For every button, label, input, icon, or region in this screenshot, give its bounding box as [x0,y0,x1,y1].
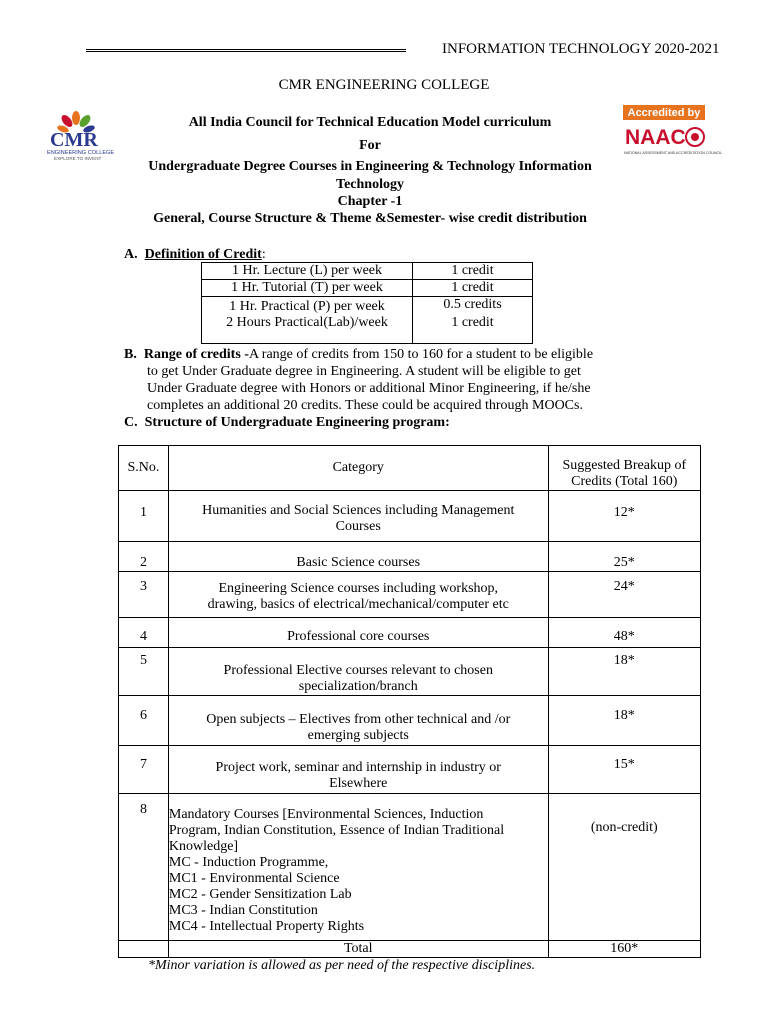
row-category [168,572,548,618]
table-total-row [119,941,701,958]
table-row [119,696,701,746]
section-b-text-line2: to get Under Graduate degree in Engineering. A student will be eligible to get [147,364,581,379]
credit-value: 0.5 credits [413,297,533,316]
total-value: 160* [548,941,700,958]
table-header-row [119,446,701,491]
credit-definition-table [201,262,533,344]
column-header-credits [548,446,700,491]
credit-value: 1 credit [413,280,533,297]
row-category-line1: Open subjects – Electives from other technical and /or [206,712,511,727]
section-c-heading [124,414,450,431]
row-category: Professional core courses [168,618,548,648]
naac-name-text: NAAC [625,126,686,149]
row-category-mandatory [168,794,548,941]
credit-row [202,315,533,344]
section-a-title: Definition of Credit [144,247,262,262]
table-row [119,491,701,542]
section-a-label: A. [124,247,138,262]
title-degree-line: Undergraduate Degree Courses in Engineering & Technology Information [148,159,592,174]
naac-subtitle-text: NATIONAL ASSESSMENT AND ACCREDITATION COUNCIL [624,151,723,155]
row-category-line1: Professional Elective courses relevant to chosen [223,663,493,678]
title-for: For [359,138,381,153]
row-category [168,491,548,542]
row-credits: 48* [548,618,700,648]
program-year-header: INFORMATION TECHNOLOGY 2020-2021 [442,41,720,57]
row-credits: 12* [548,491,700,542]
chapter-title: Chapter -1 [337,194,403,209]
section-b-title: Range of credits - [143,347,249,362]
curriculum-title: All India Council for Technical Education Model curriculum [188,115,552,130]
row-sno: 5 [119,648,169,696]
row-sno: 6 [119,696,169,746]
row-sno: 2 [119,542,169,572]
section-a-colon: : [261,247,266,262]
section-b-text-line3: Under Graduate degree with Honors or additional Minor Engineering, if he/she [147,381,591,396]
section-b-text-line1: A range of credits from 150 to 160 for a student to be eligible [248,347,594,362]
table-row [119,572,701,618]
row-category-line2: emerging subjects [307,728,409,743]
row-category-line2: drawing, basics of electrical/mechanical/computer etc [207,597,509,612]
mandatory-line: Mandatory Courses [Environmental Sciences, Induction [168,807,484,822]
program-structure-table [118,445,701,958]
section-b-label: B. [124,347,137,362]
section-c-label: C. [124,415,138,430]
row-credits: 15* [548,746,700,794]
credit-activity: 1 Hr. Practical (P) per week [202,297,413,316]
cmr-logo-subtitle: ENGINEERING COLLEGE [47,150,115,156]
total-label: Total [168,941,548,958]
mandatory-line: MC - Induction Programme, [168,855,329,870]
naac-accredited-text: Accredited by [627,107,701,119]
section-b-heading [124,346,593,363]
credit-activity: 1 Hr. Tutorial (T) per week [202,280,413,297]
college-name: CMR ENGINEERING COLLEGE [278,77,490,93]
row-sno: 7 [119,746,169,794]
cmr-logo-text: CMR [50,129,98,151]
column-header-sno: S.No. [119,446,169,491]
mandatory-line: MC1 - Environmental Science [168,871,340,886]
row-category: Basic Science courses [168,542,548,572]
row-category [168,648,548,696]
table-row [119,648,701,696]
row-sno: 4 [119,618,169,648]
mandatory-line: MC4 - Intellectual Property Rights [168,919,365,934]
chapter-subtitle: General, Course Structure & Theme &Semester- wise credit distribution [153,211,587,226]
table-row [119,794,701,941]
header-rule [86,49,406,52]
credit-activity: 1 Hr. Lecture (L) per week [202,263,413,280]
mandatory-line: Program, Indian Constitution, Essence of Indian Traditional [168,823,505,838]
credit-value: 1 credit [413,263,533,280]
section-b-text-line4: completes an additional 20 credits. These could be acquired through MOOCs. [147,398,583,413]
cmr-logo-tagline: EXPLORE TO INVENT [54,156,102,161]
credit-row [202,280,533,297]
row-credits: 18* [548,648,700,696]
table-row [119,618,701,648]
credit-activity: 2 Hours Practical(Lab)/week [202,315,413,344]
row-sno: 1 [119,491,169,542]
mandatory-line: MC3 - Indian Constitution [168,903,318,918]
credit-row [202,297,533,316]
mandatory-line: Knowledge] [168,839,239,854]
row-category-line2: Courses [335,519,381,534]
row-credits: 18* [548,696,700,746]
credit-value: 1 credit [413,315,533,344]
row-category-line2: Elsewhere [329,776,388,791]
credit-row [202,263,533,280]
row-category-line1: Project work, seminar and internship in industry or [215,760,501,775]
row-category [168,746,548,794]
table-row [119,746,701,794]
row-category-line2: specialization/branch [298,679,418,694]
row-sno: 3 [119,572,169,618]
column-header-category: Category [168,446,548,491]
row-credits: 24* [548,572,700,618]
row-category-line1: Humanities and Social Sciences including Management [202,503,515,518]
row-category [168,696,548,746]
title-technology: Technology [336,177,404,192]
naac-logo [621,104,723,168]
column-header-credits-line1: Suggested Breakup of [562,458,687,473]
mandatory-line: MC2 - Gender Sensitization Lab [168,887,352,902]
row-category-line1: Engineering Science courses including workshop, [218,581,499,596]
footnote: *Minor variation is allowed as per need of the respective disciplines. [148,958,536,973]
column-header-credits-line2: Credits (Total 160) [571,474,678,489]
total-sno-empty [119,941,169,958]
section-a-heading [124,246,266,263]
row-credits: (non-credit) [548,794,700,941]
row-sno: 8 [119,794,169,941]
section-c-title: Structure of Undergraduate Engineering program: [144,415,450,430]
table-row [119,542,701,572]
row-credits: 25* [548,542,700,572]
